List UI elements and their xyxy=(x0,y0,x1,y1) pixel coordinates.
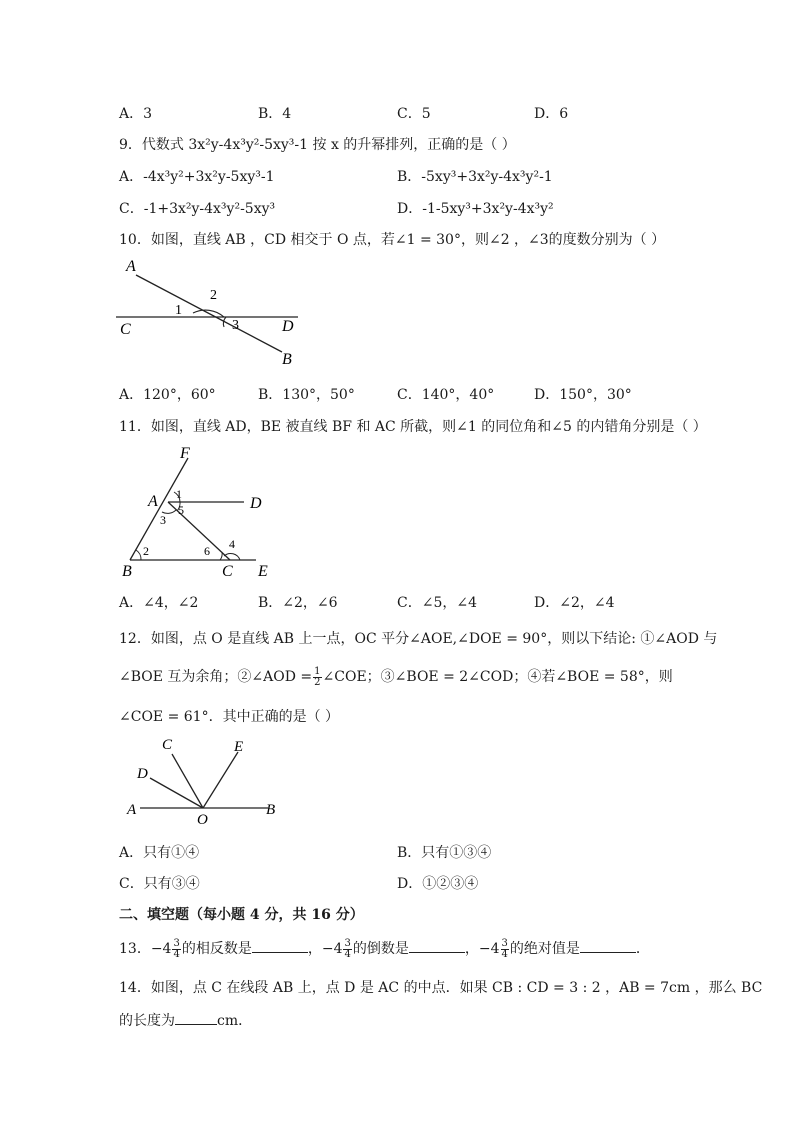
q10-figure xyxy=(110,255,310,370)
q13-end: ． xyxy=(635,941,650,957)
q13-frac-2-num: 3 xyxy=(344,937,351,949)
q9-option-a: A．-4x³y²+3x²y-5xy³-1 xyxy=(119,169,275,185)
angle-3-label: 3 xyxy=(160,513,166,527)
q8-option-b: B．4 xyxy=(258,106,292,122)
q13-whole-1: −4 xyxy=(150,941,172,957)
label-a: A xyxy=(148,493,158,510)
label-e: E xyxy=(234,739,244,755)
q11-option-b: B．∠2，∠6 xyxy=(258,595,338,611)
angle-2-arc xyxy=(136,550,141,560)
label-c: C xyxy=(222,563,233,580)
q13-frac-3-num: 3 xyxy=(501,937,508,949)
label-a: A xyxy=(126,258,136,275)
label-d: D xyxy=(282,318,294,335)
q11-option-c: C．∠5，∠4 xyxy=(397,595,477,611)
q11-option-a: A．∠4，∠2 xyxy=(119,595,199,611)
label-d: D xyxy=(250,495,262,512)
q10-stem: 10．如图，直线 AB ，CD 相交于 O 点，若∠1 = 30°，则∠2 ，∠3的度数分别为（ ） xyxy=(119,232,666,248)
q14-line2-a: 的长度为 xyxy=(119,1013,175,1029)
q9-option-b: B．-5xy³+3x²y-4x³y²-1 xyxy=(397,169,553,185)
q13-part1: 的相反数是 xyxy=(181,941,252,957)
q13-blank-3[interactable] xyxy=(580,938,636,953)
q14-line2-b: cm． xyxy=(217,1013,253,1029)
angle-2-label: 2 xyxy=(143,544,149,558)
label-o: O xyxy=(197,812,208,827)
angle-3-label: 3 xyxy=(232,318,239,333)
q12-line2-b: ∠COE；③∠BOE = 2∠COD；④若∠BOE = 58°，则 xyxy=(322,669,673,685)
label-c: C xyxy=(120,321,131,338)
label-b: B xyxy=(282,351,292,368)
q14-line2 xyxy=(119,1010,252,1030)
q13-frac-3 xyxy=(501,939,509,960)
q13-part2: 的倒数是 xyxy=(352,941,409,957)
angle-6-arc xyxy=(220,552,222,560)
angle-1-label: 1 xyxy=(175,303,182,318)
q12-figure xyxy=(120,732,290,827)
q8-option-c: C．5 xyxy=(397,106,431,122)
line-ab xyxy=(136,275,282,352)
ray-oe xyxy=(203,752,238,808)
q10-option-a: A．120°，60° xyxy=(119,387,216,403)
q13-blank-2[interactable] xyxy=(409,938,465,953)
q13-whole-2: −4 xyxy=(321,941,343,957)
q13-whole-3: −4 xyxy=(478,941,500,957)
q13-frac-1 xyxy=(172,939,180,960)
label-f: F xyxy=(180,445,190,462)
q13-frac-1-den: 4 xyxy=(173,948,180,960)
q10-option-b: B．130°，50° xyxy=(258,387,355,403)
q12-option-a: A．只有①④ xyxy=(119,845,200,861)
label-e: E xyxy=(258,563,268,580)
q13-prefix: 13． xyxy=(119,941,151,957)
q12-option-d: D．①②③④ xyxy=(397,876,479,892)
q10-option-d: D．150°，30° xyxy=(534,387,632,403)
q8-option-a: A．3 xyxy=(119,106,153,122)
q13-frac-2 xyxy=(343,939,351,960)
section2-title: 二、填空题（每小题 4 分，共 16 分） xyxy=(119,907,364,923)
q13-frac-3-den: 4 xyxy=(501,948,508,960)
angle-6-label: 6 xyxy=(204,544,210,558)
q12-option-c: C．只有③④ xyxy=(119,876,200,892)
label-c: C xyxy=(162,737,173,753)
q11-stem: 11．如图，直线 AD，BE 被直线 BF 和 AC 所截，则∠1 的同位角和∠5 的内错角分别是（ ） xyxy=(119,419,707,435)
q9-stem: 9．代数式 3x²y-4x³y²-5xy³-1 按 x 的升幂排列，正确的是（ ） xyxy=(119,137,516,153)
q12-line3: ∠COE = 61°．其中正确的是（ ） xyxy=(119,709,340,725)
label-b: B xyxy=(266,802,276,818)
q8-option-d: D．6 xyxy=(534,106,569,122)
q12-line1: 12．如图，点 O 是直线 AB 上一点，OC 平分∠AOE,∠DOE = 90°，则以下结论: ①∠AOD 与 xyxy=(119,631,718,647)
label-d: D xyxy=(137,766,148,782)
q13-blank-1[interactable] xyxy=(252,938,308,953)
angle-5-label: 5 xyxy=(178,503,184,517)
q12-fraction xyxy=(313,667,321,688)
label-a: A xyxy=(127,802,137,818)
q12-line2 xyxy=(119,666,673,688)
q10-option-c: C．140°，40° xyxy=(397,387,495,403)
q13-frac-1-num: 3 xyxy=(173,937,180,949)
q11-figure xyxy=(110,440,290,585)
q9-option-d: D．-1-5xy³+3x²y-4x³y² xyxy=(397,201,554,217)
q12-frac-den: 2 xyxy=(314,676,321,688)
angle-1-label: 1 xyxy=(176,487,182,501)
q14-line1: 14．如图，点 C 在线段 AB 上，点 D 是 AC 的中点．如果 CB : CD = 3 : 2 ，AB = 7cm ，那么 BC xyxy=(119,980,763,996)
q12-frac-num: 1 xyxy=(314,665,321,677)
q13-line: 13．−4 $\frac{3}{4}$ 的相反数是 ，−4 $\frac{3}{4}$ 的倒数是 ，−4 $\frac{3}{4}$ 的绝对值是 ． xyxy=(119,937,650,960)
q13-frac-2-den: 4 xyxy=(344,948,351,960)
angle-2-label: 2 xyxy=(210,288,217,303)
label-b: B xyxy=(122,563,132,580)
q14-blank[interactable] xyxy=(175,1010,217,1025)
q11-option-d: D．∠2，∠4 xyxy=(534,595,615,611)
q13-part3: 的绝对值是 xyxy=(509,941,580,957)
q12-option-b: B．只有①③④ xyxy=(397,845,492,861)
q9-option-c: C．-1+3x²y-4x³y²-5xy³ xyxy=(119,201,276,217)
angle-4-label: 4 xyxy=(229,537,235,551)
q12-line2-a: ∠BOE 互为余角；②∠AOD = xyxy=(119,669,313,685)
